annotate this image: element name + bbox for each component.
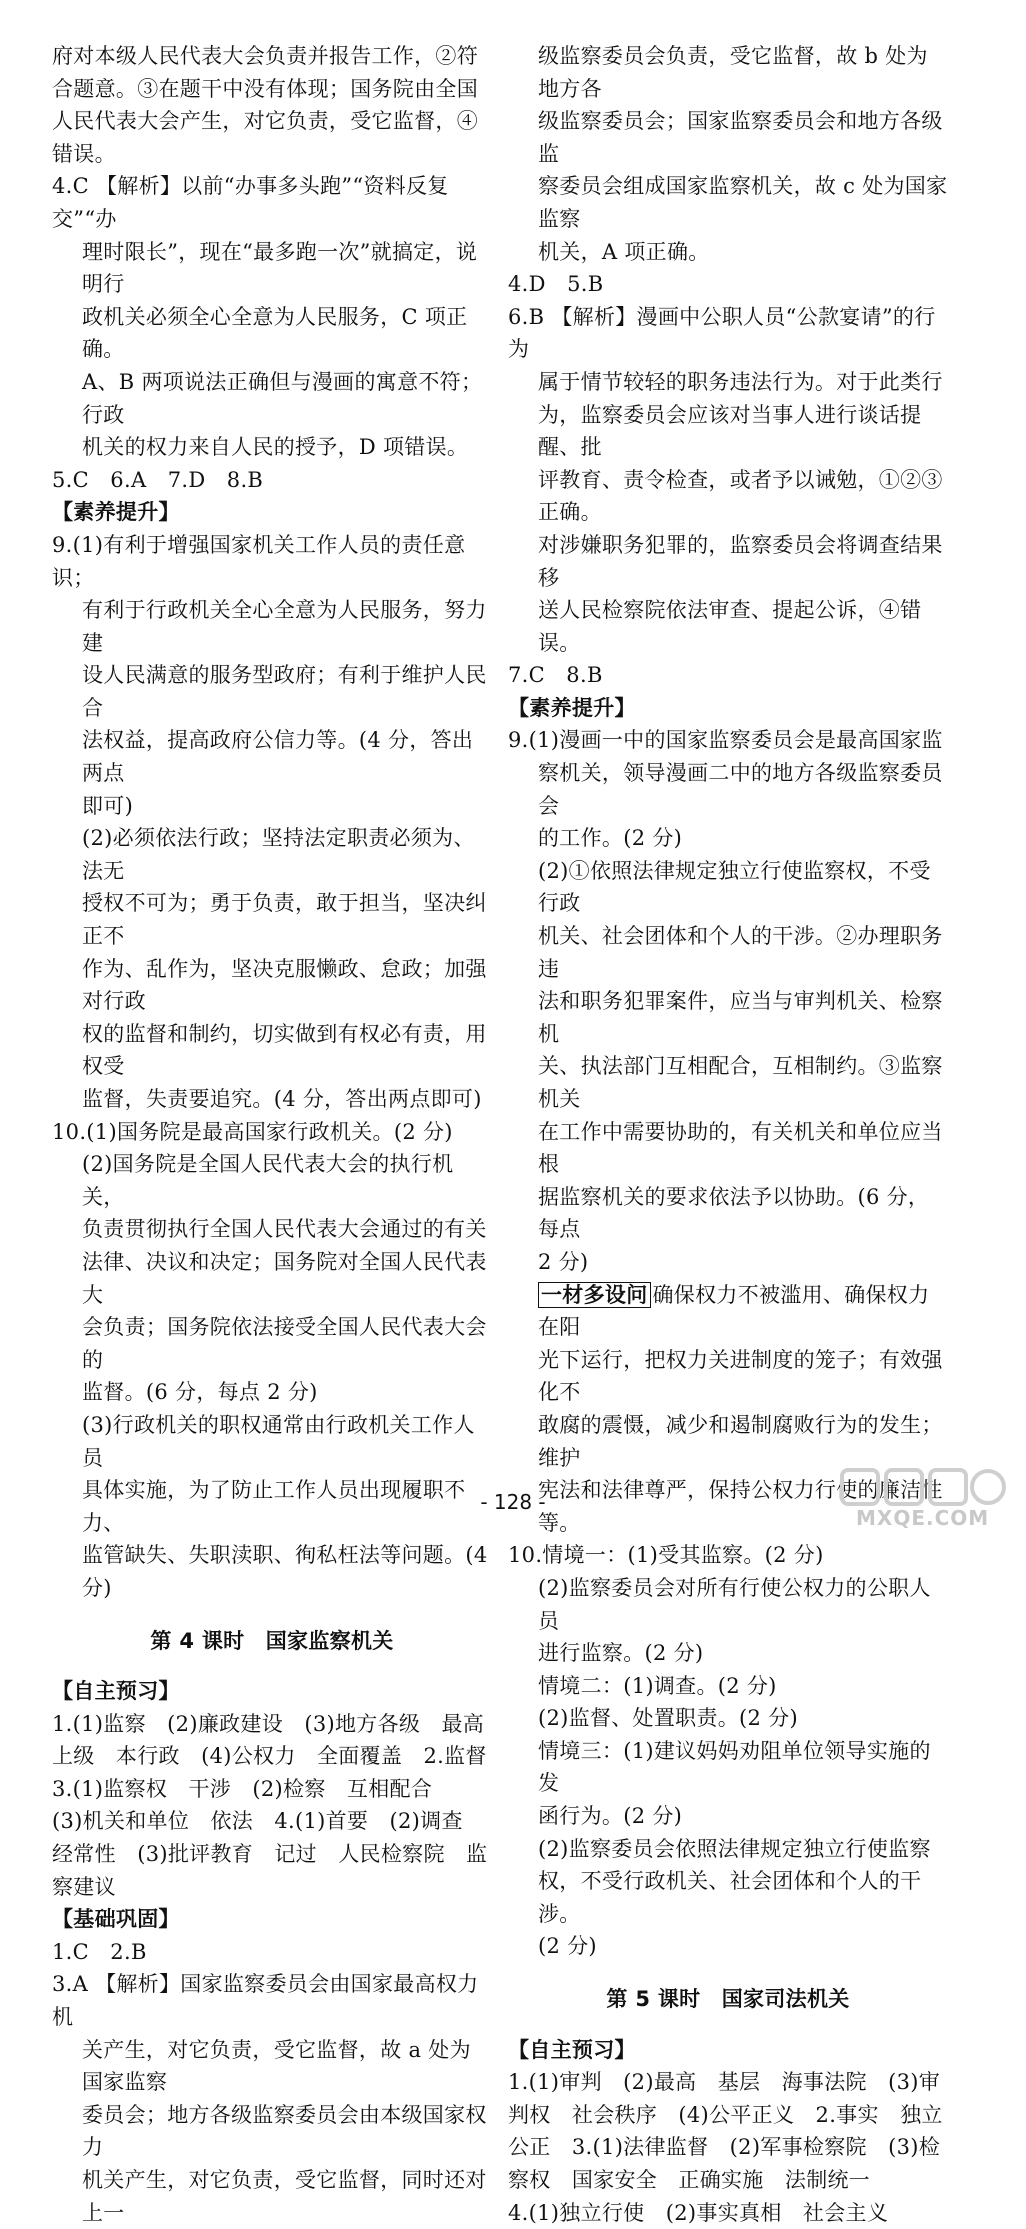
text-line: 府对本级人民代表大会负责并报告工作，②符 (52, 44, 478, 68)
text-line: 察机关，领导漫画二中的地方各级监察委员会 (538, 761, 943, 818)
text-line: (2)①依照法律规定独立行使监察权，不受行政 (538, 858, 931, 916)
text-line: (3)机关和单位 依法 4.(1)首要 (2)调查 (52, 1809, 463, 1834)
section-heading-jichu: 【基础巩固】 (52, 1906, 180, 1932)
text-line: 送人民检察院依法审查、提起公诉，④错误。 (538, 598, 922, 655)
text-line: 即可) (82, 793, 134, 818)
lesson-5-title: 第 5 课时 国家司法机关 (606, 1987, 850, 2012)
text-line: 人民代表大会产生，对它负责，受它监督，④ (52, 109, 478, 134)
text-line: 法律、决议和决定；国务院对全国人民代表大 (82, 1249, 487, 1307)
text-line: 敢腐的震慑，减少和遏制腐败行为的发生；维护 (538, 1412, 943, 1470)
text-line: 作为、乱作为，坚决克服懒政、怠政；加强对行政 (82, 956, 487, 1014)
answer-10: 10.(1)国务院是最高国家行政机关。(2 分) (52, 1119, 453, 1144)
text-line: 设人民满意的服务型政府；有利于维护人民合 (82, 663, 487, 720)
text-line: 权，不受行政机关、社会团体和个人的干涉。 (538, 1869, 922, 1926)
text-line: 有利于行政机关全心全意为人民服务，努力建 (82, 598, 487, 655)
text-line: (2)监察委员会依照法律规定独立行使监察 (538, 1836, 931, 1861)
section-heading-zizhu: 【自主预习】 (508, 2036, 636, 2062)
text-line: 情境三：(1)建议妈妈劝阻单位领导实施的发 (538, 1738, 931, 1796)
boxed-label-yicai: 一材多设问 (538, 1282, 651, 1308)
answer-3: 3.A 【解析】国家监察委员会由国家最高权力机 (52, 1972, 479, 2030)
text-line: 负责贯彻执行全国人民代表大会通过的有关 (82, 1217, 487, 1242)
text-line: 监督。(6 分，每点 2 分) (82, 1380, 318, 1405)
left-column (52, 40, 492, 2229)
text-line: 经常性 (3)批评教育 记过 人民检察院 监 (52, 1842, 488, 1867)
section-heading-zizhu: 【自主预习】 (52, 1678, 180, 1704)
text-line: 宪法和法律尊严，保持公权力行使的廉洁性等。 (538, 1478, 943, 1535)
text-line: 机关、社会团体和个人的干涉。②办理职务违 (538, 924, 943, 981)
text-line: 1.(1)监察 (2)廉政建设 (3)地方各级 最高 (52, 1711, 485, 1736)
text-line: 关、执法部门互相配合，互相制约。③监察机关 (538, 1054, 943, 1111)
text-line: 察建议 (52, 1874, 116, 1899)
text-line: 机关产生，对它负责，受它监督，同时还对上一 (82, 2168, 487, 2225)
answers-5-8: 5.C 6.A 7.D 8.B (52, 467, 264, 492)
text-line: A、B 两项说法正确但与漫画的寓意不符；行政 (82, 369, 483, 427)
text-line: 评教育、责令检查，或者予以诫勉，①②③正确。 (538, 467, 943, 525)
text-line: 在工作中需要协助的，有关机关和单位应当根 (538, 1119, 943, 1177)
text-line: 上级 本行政 (4)公权力 全面覆盖 2.监督 (52, 1744, 487, 1769)
text-line: (2)国务院是全国人民代表大会的执行机关， (82, 1152, 454, 1209)
text-line: 属于情节较轻的职务违法行为。对于此类行 (538, 369, 943, 394)
watermark-domain: MXQE.COM (856, 1506, 990, 1530)
text-line (508, 1279, 948, 1344)
watermark-logo (838, 1466, 1016, 1532)
answer-6: 6.B 【解析】漫画中公职人员“公款宴请”的行为 (508, 304, 936, 362)
lesson-4-title: 第 4 课时 国家监察机关 (150, 1628, 394, 1653)
text-line: 法和职务犯罪案件，应当与审判机关、检察机 (538, 989, 943, 1046)
text-line: 授权不可为；勇于负责，敢于担当，坚决纠正不 (82, 891, 487, 949)
answers-4-5: 4.D 5.B (508, 272, 604, 297)
text-line: 进行监察。(2 分) (538, 1641, 704, 1666)
text-line: (2 分) (538, 1934, 597, 1959)
text-line: 权的监督和制约，切实做到有权必有责，用权受 (82, 1021, 487, 1079)
answer-9: 9.(1)漫画一中的国家监察委员会是最高国家监 (508, 728, 943, 753)
text-line: 判权 社会秩序 (4)公平正义 2.事实 独立 (508, 2102, 943, 2127)
answer-10: 10.情境一：(1)受其监察。(2 分) (508, 1543, 824, 1568)
text-line: 的工作。(2 分) (538, 826, 683, 851)
text-line: 法权益，提高政府公信力等。(4 分，答出两点 (82, 728, 474, 786)
text-line: 察权 国家安全 正确实施 法制统一 (508, 2168, 871, 2192)
text-line: 级监察委员会负责，受它监督，故 b 处为地方各 (538, 44, 928, 101)
text-line: 为，监察委员会应该对当事人进行谈话提醒、批 (538, 402, 922, 460)
text-line: 合题意。③在题干中没有体现；国务院由全国 (52, 76, 478, 101)
text-line: 情境二：(1)调查。(2 分) (538, 1673, 777, 1698)
text-line: 察委员会组成国家监察机关，故 c 处为国家监察 (538, 174, 948, 231)
answer-9: 9.(1)有利于增强国家机关工作人员的责任意识； (52, 532, 466, 590)
text-line: 据监察机关的要求依法予以协助。(6 分，每点 (538, 1184, 930, 1242)
text-line: 机关的权力来自人民的授予，D 项错误。 (82, 435, 469, 460)
section-heading-suyang: 【素养提升】 (52, 499, 180, 525)
text-line: 理时限长”，现在“最多跑一次”就搞定，说明行 (82, 239, 478, 297)
text-span: 确保权力不被滥用、确保权力在阳 (538, 1282, 930, 1340)
text-line: 光下运行，把权力关进制度的笼子；有效强化不 (538, 1347, 943, 1405)
text-line: (2)必须依法行政；坚持法定职责必须为、法无 (82, 826, 475, 883)
text-line: 政机关必须全心全意为人民服务，C 项正确。 (82, 304, 468, 362)
text-line: (3)行政机关的职权通常由行政机关工作人员 (82, 1412, 475, 1470)
text-line: (2)监督、处置职责。(2 分) (538, 1706, 798, 1731)
text-line: 对涉嫌职务犯罪的，监察委员会将调查结果移 (538, 532, 943, 590)
text-line: 机关，A 项正确。 (538, 239, 710, 264)
text-line: 1.(1)审判 (2)最高 基层 海事法院 (3)审 (508, 2070, 941, 2095)
text-line: 4.(1)独立行使 (2)事实真相 社会主义 (508, 2200, 889, 2225)
section-heading-suyang: 【素养提升】 (508, 694, 636, 720)
text-line: (2)监察委员会对所有行使公权力的公职人员 (538, 1575, 931, 1633)
text-line: 3.(1)监察权 干涉 (2)检察 互相配合 (52, 1776, 433, 1801)
right-column (508, 40, 948, 2229)
text-line: 监督，失责要追究。(4 分，答出两点即可) (82, 1087, 482, 1111)
page-number: - 128 - (480, 1490, 546, 1514)
answer-4: 4.C 【解析】以前“办事多头跑”“资料反复交”“办 (52, 174, 449, 231)
text-line: 2 分) (538, 1249, 589, 1274)
watermark-icon (838, 1466, 1008, 1510)
text-line: 会负责；国务院依法接受全国人民代表大会的 (82, 1315, 487, 1372)
text-line: 具体实施，为了防止工作人员出现履职不力、 (82, 1478, 466, 1535)
text-line: 公正 3.(1)法律监督 (2)军事检察院 (3)检 (508, 2135, 941, 2160)
text-line: 监管缺失、失职渎职、徇私枉法等问题。(4 分) (82, 1543, 488, 1600)
text-line: 关产生，对它负责，受它监督，故 a 处为国家监察 (82, 2037, 471, 2095)
text-line: 错误。 (52, 141, 116, 166)
text-line: 函行为。(2 分) (538, 1804, 683, 1829)
answers-7-8: 7.C 8.B (508, 663, 603, 688)
text-line: 级监察委员会；国家监察委员会和地方各级监 (538, 109, 943, 166)
answers-1-2: 1.C 2.B (52, 1939, 147, 1964)
text-line: 委员会；地方各级监察委员会由本级国家权力 (82, 2102, 487, 2160)
